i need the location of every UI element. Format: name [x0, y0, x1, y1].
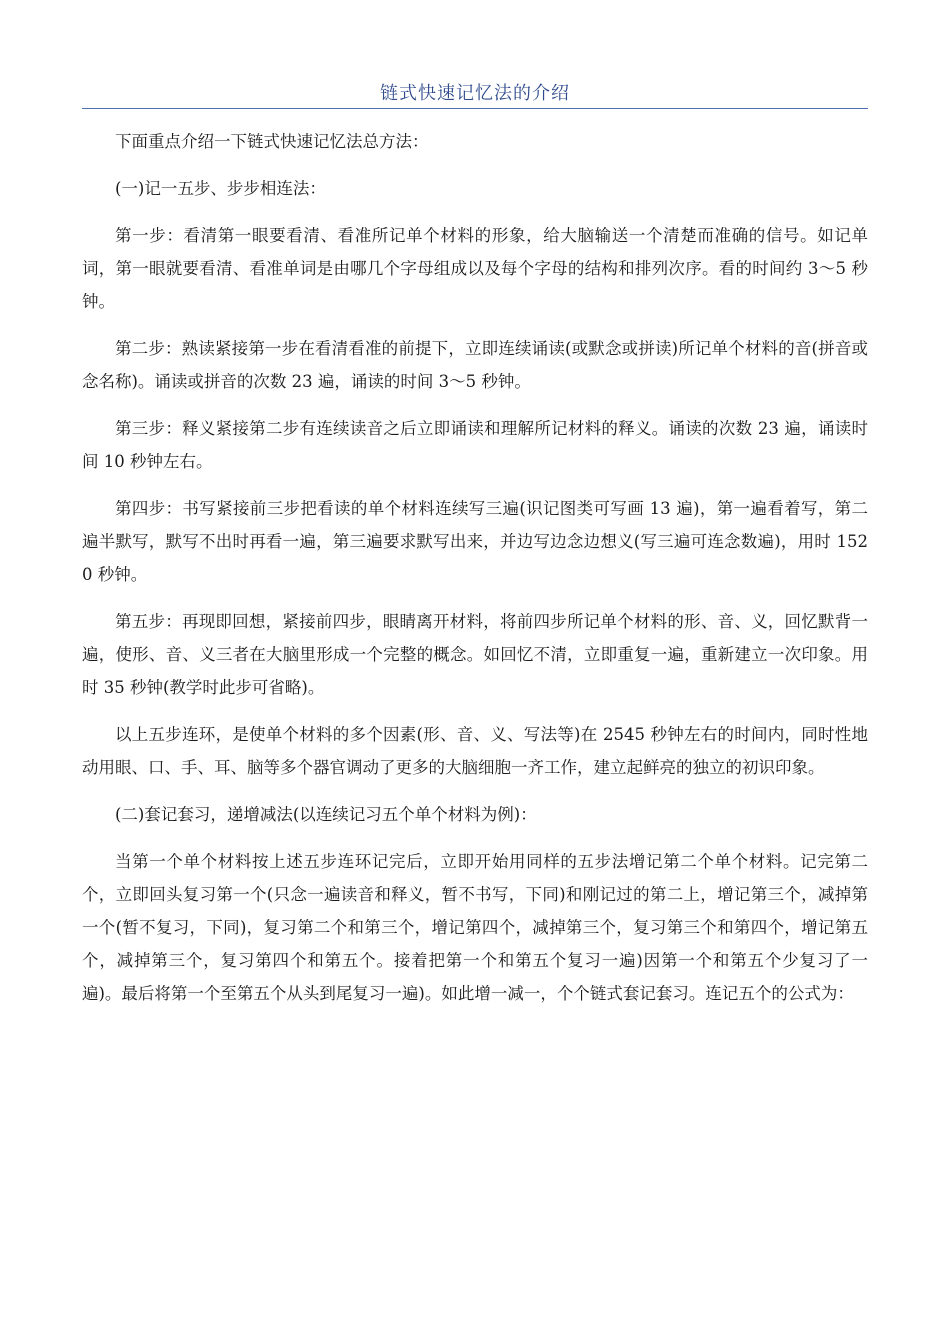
paragraph-step-four: 第四步：书写紧接前三步把看读的单个材料连续写三遍(识记图类可写画 13 遍)，第一遍看着写，第二遍半默写，默写不出时再看一遍，第三遍要求默写出来，并边写边念边想义(写三遍可连念数遍)，用时 1520 秒钟。: [82, 499, 868, 584]
paragraph-step-two: 第二步：熟读紧接第一步在看清看准的前提下，立即连续诵读(或默念或拼读)所记单个材料的音(拼音或念名称)。诵读或拼音的次数 23 遍，诵读的时间 3～5 秒钟。: [82, 339, 868, 391]
paragraph-step-five: 第五步：再现即回想，紧接前四步，眼睛离开材料，将前四步所记单个材料的形、音、义，回忆默背一遍，使形、音、义三者在大脑里形成一个完整的概念。如回忆不清，立即重复一遍，重新建立一次印象。用时 35 秒钟(教学时此步可省略)。: [82, 612, 868, 697]
document-body: [82, 125, 868, 1024]
paragraph-step-one: 第一步：看清第一眼要看清、看准所记单个材料的形象，给大脑输送一个清楚而准确的信号。如记单词，第一眼就要看清、看准单词是由哪几个字母组成以及每个字母的结构和排列次序。看的时间约 3～5 秒钟。: [82, 226, 868, 311]
paragraph-step-three: 第三步：释义紧接第二步有连续读音之后立即诵读和理解所记材料的释义。诵读的次数 23 遍，诵读时间 10 秒钟左右。: [82, 419, 868, 471]
section-heading-one: (一)记一五步、步步相连法：: [115, 179, 326, 198]
section-heading-two: (二)套记套习，递增减法(以连续记习五个单个材料为例)：: [115, 805, 537, 824]
paragraph-intro: 下面重点介绍一下链式快速记忆法总方法：: [115, 132, 429, 151]
title-divider: [82, 108, 868, 109]
paragraph-summary: 以上五步连环，是使单个材料的多个因素(形、音、义、写法等)在 2545 秒钟左右的时间内，同时性地动用眼、口、手、耳、脑等多个器官调动了更多的大脑细胞一齐工作，建立起鲜亮的独立的初识印象。: [82, 725, 868, 777]
document-title: 链式快速记忆法的介绍: [380, 83, 570, 104]
paragraph-incremental-method: 当第一个单个材料按上述五步连环记完后，立即开始用同样的五步法增记第二个单个材料。记完第二个，立即回头复习第一个(只念一遍读音和释义，暂不书写，下同)和刚记过的第二上，增记第三个，减掉第一个(暂不复习，下同)，复习第二个和第三个，增记第四个，减掉第三个，复习第三个和第四个，增记第五个，减掉第三个，复习第四个和第五个。接着把第一个和第五个复习一遍)因第一个和第五个少复习了一遍)。最后将第一个至第五个从头到尾复习一遍)。如此增一减一，个个链式套记套习。连记五个的公式为：: [82, 852, 868, 1003]
